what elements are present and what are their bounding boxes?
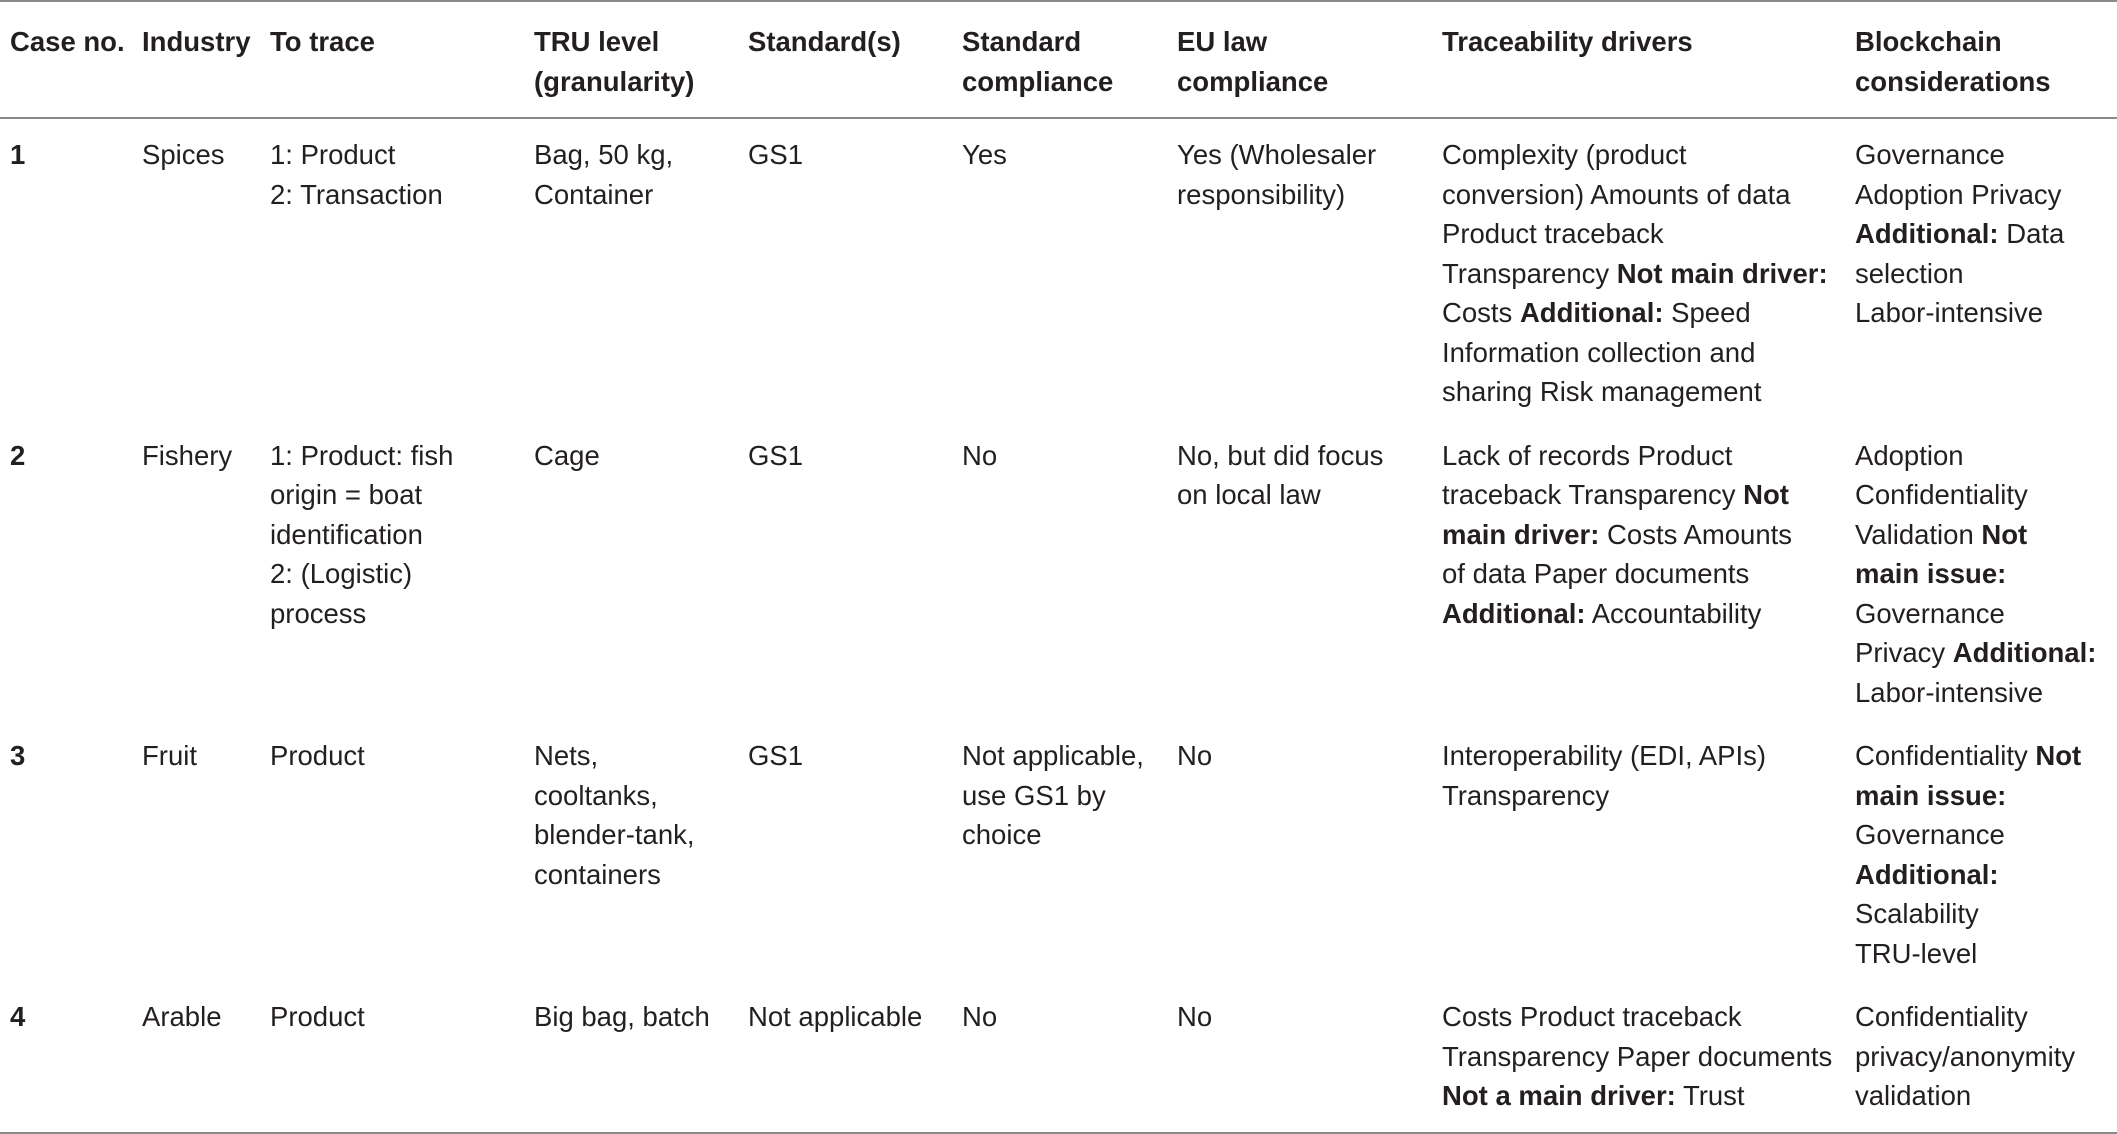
cell-line: No xyxy=(962,1001,998,1032)
cell-line xyxy=(1442,515,1845,555)
text-segment: Governance xyxy=(1855,819,2005,850)
header-line: compliance xyxy=(1177,65,1329,97)
cell-line xyxy=(1855,175,2117,215)
text-segment: validation xyxy=(1855,1080,1972,1111)
text-segment: Speed xyxy=(1663,297,1751,328)
cell-line: Fishery xyxy=(142,439,233,471)
bold-label: main issue: xyxy=(1855,558,2007,589)
standards-cell xyxy=(738,118,952,420)
text-segment: Confidentiality xyxy=(1855,479,2028,510)
text-segment: Lack of records Product xyxy=(1442,439,1733,471)
cell-line: on local law xyxy=(1177,479,1321,510)
text-segment: Labor-intensive xyxy=(1855,297,2044,328)
text-segment: Validation xyxy=(1855,518,1982,550)
header-tru-level xyxy=(524,1,738,118)
header-to-trace xyxy=(260,1,524,118)
cell-line xyxy=(1855,1037,2117,1077)
text-segment: Costs xyxy=(1442,297,1520,328)
header-case-no xyxy=(0,1,132,118)
table-body xyxy=(0,118,2117,1133)
text-segment: Adoption xyxy=(1855,439,1964,471)
cell-line: Bag, 50 kg, xyxy=(534,139,674,170)
cell-line xyxy=(1855,293,2117,333)
cell-line: GS1 xyxy=(748,740,804,771)
text-segment: Transparency xyxy=(1442,779,1610,811)
case-number-cell: 1 xyxy=(10,139,26,170)
text-segment: Information collection and xyxy=(1442,336,1756,368)
text-segment: Governance xyxy=(1855,139,2005,170)
industry-cell xyxy=(132,720,260,981)
cell-line: process xyxy=(270,597,367,629)
text-segment: Adoption Privacy xyxy=(1855,178,2062,210)
cell-line xyxy=(1442,1076,1845,1116)
cell-line xyxy=(1855,214,2117,254)
tru-level-cell xyxy=(524,720,738,981)
cell-line: 1: Product: fish xyxy=(270,439,454,471)
header-standards xyxy=(738,1,952,118)
cell-line xyxy=(1855,436,2117,476)
header-traceability-drivers xyxy=(1432,1,1845,118)
cell-line: 2: Transaction xyxy=(270,178,443,210)
cell-line: GS1 xyxy=(748,439,804,471)
header-line: Industry xyxy=(142,26,251,57)
tru-level-cell xyxy=(524,118,738,420)
cell-line xyxy=(1442,475,1845,515)
cell-line xyxy=(1855,594,2117,634)
cell-line xyxy=(1855,894,2117,934)
cell-line: Big bag, batch xyxy=(534,1001,710,1032)
bold-label: Not xyxy=(1743,479,1789,510)
standard-compliance-cell xyxy=(952,420,1167,721)
text-segment: Transparency Paper documents xyxy=(1442,1040,1833,1072)
text-segment: Data xyxy=(1998,218,2065,249)
text-segment: Trust xyxy=(1675,1080,1745,1111)
traceability-drivers-cell xyxy=(1432,981,1845,1133)
cell-line xyxy=(1855,736,2117,776)
text-segment: traceback Transparency xyxy=(1442,479,1744,510)
traceability-drivers-cell xyxy=(1432,720,1845,981)
standard-compliance-cell xyxy=(952,720,1167,981)
cell-line xyxy=(1855,1076,2117,1116)
bold-label: Additional: xyxy=(1855,218,1999,249)
header-line: Traceability drivers xyxy=(1442,26,1693,57)
header-line: Standard(s) xyxy=(748,26,901,57)
text-segment: privacy/anonymity xyxy=(1855,1040,2076,1072)
header-standard-compliance xyxy=(952,1,1167,118)
cell-line: No xyxy=(1177,1001,1213,1032)
header-line: considerations xyxy=(1855,65,2051,97)
cell-line: Arable xyxy=(142,1001,222,1032)
standard-compliance-cell xyxy=(952,981,1167,1133)
cell-line: Spices xyxy=(142,139,225,170)
cell-line xyxy=(1442,254,1845,294)
cell-line xyxy=(1855,554,2117,594)
blockchain-considerations-cell xyxy=(1845,118,2117,420)
cell-line xyxy=(1855,934,2117,974)
cell-line: origin = boat xyxy=(270,479,423,510)
cell-line xyxy=(1855,135,2117,175)
cell-line: Nets, xyxy=(534,740,599,771)
cell-line xyxy=(1855,997,2117,1037)
bold-label: Additional: xyxy=(1519,297,1664,328)
table-row xyxy=(0,118,2117,420)
to-trace-cell xyxy=(260,118,524,420)
cell-line xyxy=(1442,554,1845,594)
table-row xyxy=(0,420,2117,721)
table-header-row xyxy=(0,1,2117,118)
cell-line xyxy=(1442,175,1845,215)
text-segment: conversion) Amounts of data xyxy=(1442,178,1791,210)
standards-cell xyxy=(738,420,952,721)
text-segment: Privacy xyxy=(1855,637,1953,668)
text-segment: Accountability xyxy=(1585,597,1762,629)
bold-label: main driver: xyxy=(1442,518,1600,550)
industry-cell xyxy=(132,118,260,420)
eu-law-compliance-cell xyxy=(1167,981,1432,1133)
table-row xyxy=(0,720,2117,981)
header-line: Standard xyxy=(962,26,1082,57)
text-segment: Governance xyxy=(1855,597,2005,629)
eu-law-compliance-cell xyxy=(1167,720,1432,981)
header-line: EU law xyxy=(1177,26,1268,57)
cell-line xyxy=(1855,673,2117,713)
text-segment: Labor-intensive xyxy=(1855,676,2044,708)
cell-line: No xyxy=(1177,740,1213,771)
cell-line xyxy=(1855,633,2117,673)
standards-cell xyxy=(738,720,952,981)
to-trace-cell xyxy=(260,981,524,1133)
cell-line: identification xyxy=(270,518,423,550)
cell-line xyxy=(1442,135,1845,175)
cell-line xyxy=(1442,436,1845,476)
bold-label: Not a main driver: xyxy=(1442,1080,1676,1111)
eu-law-compliance-cell xyxy=(1167,420,1432,721)
cell-line: blender-tank, xyxy=(534,819,695,850)
cell-line: Not applicable, xyxy=(962,740,1144,771)
traceability-drivers-cell xyxy=(1432,118,1845,420)
cell-line xyxy=(1442,997,1845,1037)
blockchain-considerations-cell xyxy=(1845,420,2117,721)
cell-line: GS1 xyxy=(748,139,804,170)
text-segment: Costs Product traceback xyxy=(1442,1001,1742,1032)
case-number-cell: 2 xyxy=(10,439,26,471)
cell-line: No xyxy=(962,439,998,471)
header-line: Case no. xyxy=(10,26,125,57)
cell-line xyxy=(1855,776,2117,816)
cell-line: Fruit xyxy=(142,740,197,771)
industry-cell xyxy=(132,981,260,1133)
header-eu-law-compliance xyxy=(1167,1,1432,118)
case-number-cell: 4 xyxy=(0,981,132,1133)
cell-line: 1: Product xyxy=(270,139,396,170)
header-industry xyxy=(132,1,260,118)
cell-line xyxy=(1442,776,1845,816)
cell-line: responsibility) xyxy=(1177,178,1346,210)
text-segment: selection xyxy=(1855,257,1964,289)
cell-line xyxy=(1855,855,2117,895)
eu-law-compliance-cell xyxy=(1167,118,1432,420)
standard-compliance-cell xyxy=(952,118,1167,420)
header-line: (granularity) xyxy=(534,65,695,97)
text-segment: Confidentiality xyxy=(1855,740,2036,771)
cell-line xyxy=(1855,815,2117,855)
text-segment: sharing Risk management xyxy=(1442,376,1762,407)
tru-level-cell xyxy=(524,420,738,721)
bold-label: Not xyxy=(2035,740,2082,771)
to-trace-cell xyxy=(260,720,524,981)
header-blockchain-considerations xyxy=(1845,1,2117,118)
bold-label: Additional: xyxy=(1442,597,1586,629)
cell-line: Yes xyxy=(962,139,1007,170)
text-segment: Complexity (product xyxy=(1442,139,1687,170)
cell-line: Container xyxy=(534,178,654,210)
bold-label: Not xyxy=(1981,518,2028,550)
text-segment: Transparency xyxy=(1442,257,1617,289)
text-segment: Interoperability (EDI, APIs) xyxy=(1442,740,1767,771)
text-segment: Product traceback xyxy=(1442,218,1664,249)
bold-label: Not main driver: xyxy=(1616,257,1828,289)
header-line: To trace xyxy=(270,26,375,57)
text-segment: Confidentiality xyxy=(1855,1001,2028,1032)
cell-line: No, but did focus xyxy=(1177,439,1384,471)
table-row xyxy=(0,981,2117,1133)
cell-line xyxy=(1855,254,2117,294)
cell-line: containers xyxy=(534,858,661,890)
cell-line xyxy=(1855,475,2117,515)
cell-line xyxy=(1442,214,1845,254)
tru-level-cell xyxy=(524,981,738,1133)
cell-line: 2: (Logistic) xyxy=(270,558,413,589)
blockchain-considerations-cell xyxy=(1845,981,2117,1133)
text-segment: of data Paper documents xyxy=(1442,558,1750,589)
bold-label: Additional: xyxy=(1855,858,1999,890)
cell-line xyxy=(1442,333,1845,373)
text-segment: Costs Amounts xyxy=(1599,518,1793,550)
cell-line: cooltanks, xyxy=(534,779,658,811)
cell-line: use GS1 by xyxy=(962,779,1106,811)
cell-line: Cage xyxy=(534,439,600,471)
cell-line: Not applicable xyxy=(748,1001,923,1032)
case-number-cell: 3 xyxy=(10,740,26,771)
cell-line: choice xyxy=(962,819,1042,850)
to-trace-cell xyxy=(260,420,524,721)
text-segment: Scalability xyxy=(1855,898,1979,929)
cell-line xyxy=(1855,515,2117,555)
cell-line xyxy=(1442,594,1845,634)
cell-line xyxy=(1442,372,1845,412)
bold-label: Additional: xyxy=(1952,637,2097,668)
cell-line xyxy=(1442,736,1845,776)
cell-line: Yes (Wholesaler xyxy=(1177,139,1377,170)
cell-line xyxy=(1442,1037,1845,1077)
text-segment: TRU-level xyxy=(1855,937,1978,969)
cell-line xyxy=(1442,293,1845,333)
header-line: Blockchain xyxy=(1855,26,2002,57)
cell-line: Product xyxy=(270,740,365,771)
industry-cell xyxy=(132,420,260,721)
header-line: TRU level xyxy=(534,26,660,57)
cell-line: Product xyxy=(270,1001,365,1032)
blockchain-considerations-cell xyxy=(1845,720,2117,981)
header-line: compliance xyxy=(962,65,1114,97)
traceability-drivers-cell xyxy=(1432,420,1845,721)
standards-cell xyxy=(738,981,952,1133)
bold-label: main issue: xyxy=(1855,779,2007,811)
